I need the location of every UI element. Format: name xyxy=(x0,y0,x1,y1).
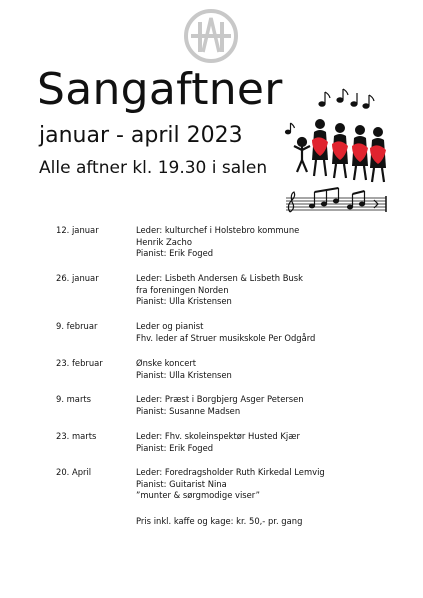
event-line: fra foreningen Norden xyxy=(136,284,229,295)
ha-monogram-icon xyxy=(183,8,239,64)
event-details xyxy=(136,225,406,260)
event-details xyxy=(136,431,406,454)
event-line: Pianist: Ulla Kristensen xyxy=(136,369,232,380)
time-info: Alle aftner kl. 19.30 i salen xyxy=(39,158,268,178)
singing-choir-with-music-notes-icon xyxy=(282,88,392,218)
event-details xyxy=(136,321,406,344)
event-line: ”munter & sørgmodige viser” xyxy=(136,490,260,500)
event-details xyxy=(136,273,406,308)
event-details xyxy=(136,358,406,381)
event-line: Pianist: Erik Foged xyxy=(136,248,214,258)
event-line: Leder: kulturchef i Holstebro kommune xyxy=(136,225,300,235)
event-line: Fhv. leder af Struer musikskole Per Odgård xyxy=(136,332,316,343)
page-subtitle: januar - april 2023 xyxy=(39,123,243,148)
event-date: 23. marts xyxy=(56,431,97,441)
event-details xyxy=(136,394,406,417)
event-line: Ønske koncert xyxy=(136,358,197,368)
event-line: Leder: Fhv. skoleinspektør Husted Kjær xyxy=(136,431,300,441)
event-line: Leder: Lisbeth Andersen & Lisbeth Busk xyxy=(136,273,303,283)
event-date: 26. januar xyxy=(56,273,99,283)
event-date: 12. januar xyxy=(56,225,99,235)
event-line: Henrik Zacho xyxy=(136,236,192,247)
event-date: 23. februar xyxy=(56,358,103,368)
event-line: Pianist: Ulla Kristensen xyxy=(136,296,232,306)
page-title: Sangaftner xyxy=(37,64,283,115)
price-note: Pris inkl. kaffe og kage: kr. 50,- pr. gang xyxy=(136,516,303,526)
event-line: Leder: Præst i Borgbjerg Asger Petersen xyxy=(136,394,304,404)
event-line: Pianist: Erik Foged xyxy=(136,442,214,453)
event-date: 9. marts xyxy=(56,394,92,404)
event-line: Pianist: Susanne Madsen xyxy=(136,405,241,416)
event-date: 20. April xyxy=(56,467,92,477)
event-line: Pianist: Guitarist Nina xyxy=(136,478,227,489)
event-line: Leder og pianist xyxy=(136,321,204,331)
event-date: 9. februar xyxy=(56,321,98,331)
event-line: Leder: Foredragsholder Ruth Kirkedal Lemvig xyxy=(136,467,325,477)
event-details xyxy=(136,467,406,502)
